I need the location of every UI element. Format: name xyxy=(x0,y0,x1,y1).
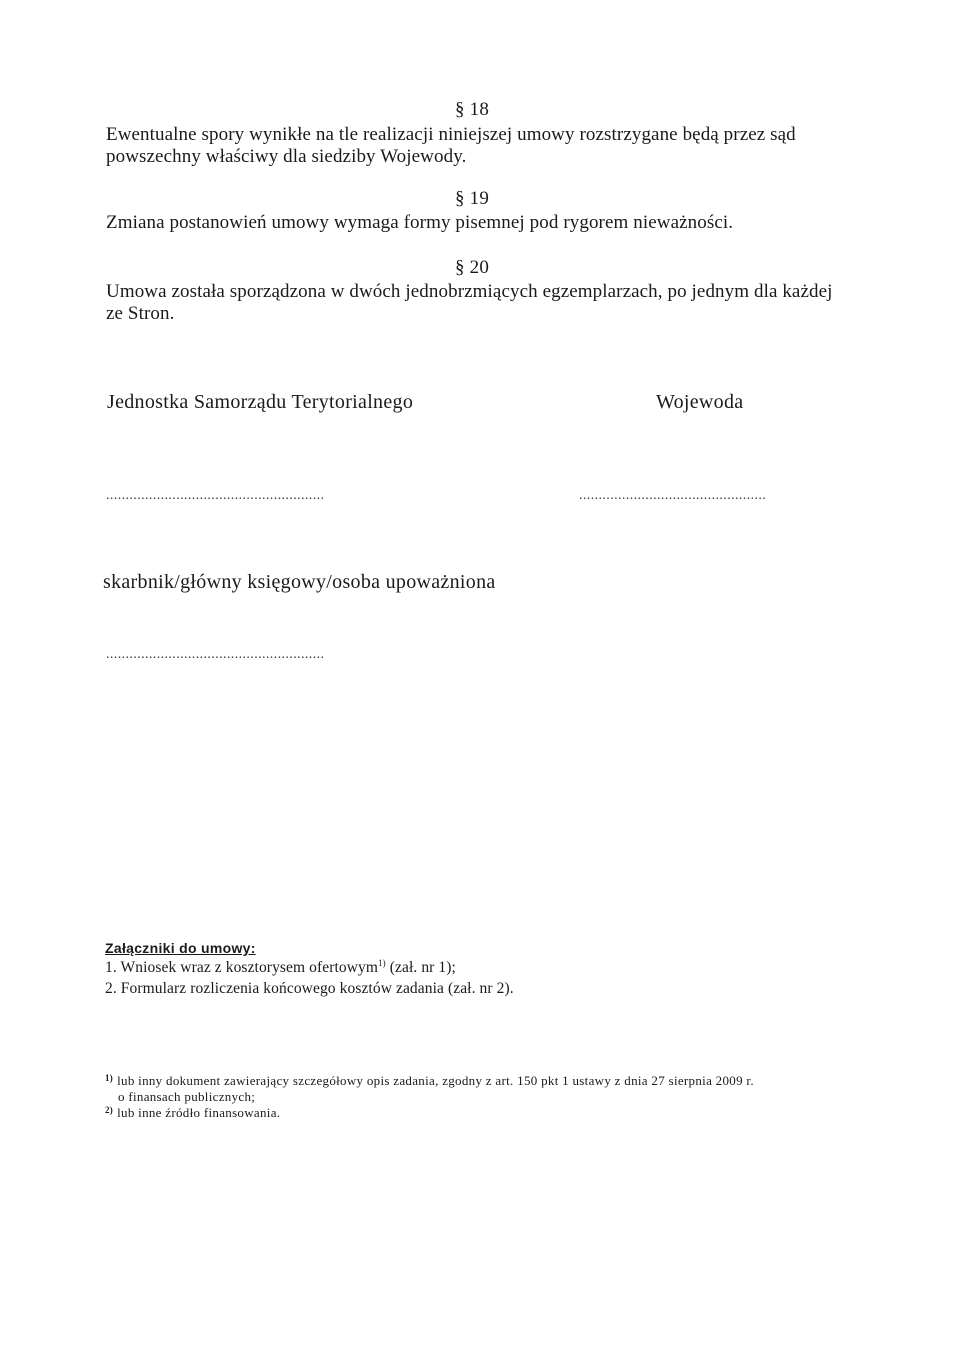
signature-line-wojewoda: ................................................ xyxy=(579,488,767,503)
section-20-line-1: Umowa została sporządzona w dwóch jednobrzmiących egzemplarzach, po jednym dla każdej xyxy=(106,281,833,302)
footnote-1-text: lub inny dokument zawierający szczegółowy opis zadania, zgodny z art. 150 pkt 1 ustawy z dnia 27 sierpnia 2009 r. xyxy=(117,1073,754,1088)
section-18-line-1: Ewentualne spory wynikłe na tle realizacji niniejszej umowy rozstrzygane będą przez sąd xyxy=(106,124,796,145)
attachment-item-2: 2. Formularz rozliczenia końcowego kosztów zadania (zał. nr 2). xyxy=(105,980,514,997)
attachment-item-1 xyxy=(105,959,456,977)
section-18-line-2: powszechny właściwy dla siedziby Wojewody. xyxy=(106,146,467,167)
footnote-2-mark: 2) xyxy=(105,1105,114,1115)
footnote-1-line-1 xyxy=(105,1073,754,1089)
footnote-1-mark: 1) xyxy=(105,1073,114,1083)
attachment-item-1-text: 1. Wniosek wraz z kosztorysem ofertowym xyxy=(105,959,379,976)
attachment-item-1-footnote-ref: 1) xyxy=(378,957,386,968)
attachments-title: Załączniki do umowy: xyxy=(105,940,256,956)
footnote-2 xyxy=(105,1105,280,1121)
section-19-heading: § 19 xyxy=(455,188,490,209)
section-19-line-1: Zmiana postanowień umowy wymaga formy pisemnej pod rygorem nieważności. xyxy=(106,212,734,233)
signature-label-wojewoda: Wojewoda xyxy=(656,391,744,413)
footnote-1-line-2: o finansach publicznych; xyxy=(118,1089,256,1104)
signature-label-jst: Jednostka Samorządu Terytorialnego xyxy=(107,391,414,413)
section-20-heading: § 20 xyxy=(455,257,490,278)
signature-line-jst: ........................................................ xyxy=(106,488,325,503)
signature-label-treasurer: skarbnik/główny księgowy/osoba upoważniona xyxy=(103,571,496,593)
signature-line-treasurer: ........................................................ xyxy=(106,647,325,662)
footnote-2-text: lub inne źródło finansowania. xyxy=(117,1105,281,1120)
section-20-line-2: ze Stron. xyxy=(106,303,175,324)
attachment-item-1-tail: (zał. nr 1); xyxy=(385,959,456,976)
section-18-heading: § 18 xyxy=(455,99,490,120)
